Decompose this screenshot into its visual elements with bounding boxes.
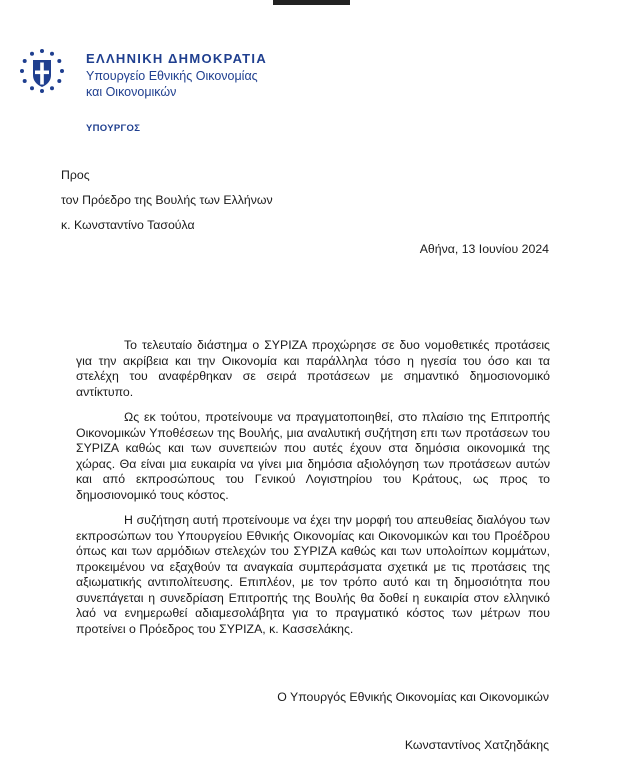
office-role: ΥΠΟΥΡΓΟΣ — [86, 123, 141, 134]
signature-name: Κωνσταντίνος Χατζηδάκης — [404, 738, 549, 752]
greek-coat-of-arms-icon — [18, 47, 66, 95]
country-heading: ΕΛΛΗΝΙΚΗ ΔΗΜΟΚΡΑΤΙΑ — [86, 51, 268, 66]
top-bar — [273, 0, 350, 5]
ministry-name-line2: και Οικονομικών — [86, 85, 177, 99]
ministry-name-line1: Υπουργείο Εθνικής Οικονομίας — [86, 69, 258, 83]
body-paragraph-2: Ως εκ τούτου, προτείνουμε να πραγματοποιηθεί, στο πλαίσιο της Επιτροπής Οικονομικών Υποθέσεων της Βουλής, μια αναλυτική συζήτηση επι των προτάσεων του ΣΥΡΙΖΑ καθώς και των συνεπειών που αυτές έχουν στα δημόσια οικονομικά της χώρας. Θα είναι μια ευκαιρία να γίνει μια δημόσια αξιολόγηση των προτάσεων αυτών και από εκπροσώπους του Γενικού Λογιστηρίου του Κράτους, ως προς το δημοσιονομικό τους κόστος. — [76, 410, 550, 502]
signature-title: Ο Υπουργός Εθνικής Οικονομίας και Οικονομικών — [277, 690, 549, 704]
letter-date: Αθήνα, 13 Ιουνίου 2024 — [419, 242, 549, 256]
body-paragraph-1: Το τελευταίο διάστημα ο ΣΥΡΙΖΑ προχώρησε σε δυο νομοθετικές προτάσεις για την ακρίβεια και την Οικονομία και παράλληλα τόσο η ηγεσία του όσο και τα στελέχη του αναφέρθηκαν σε σειρά προτάσεων με σημαντικό δημοσιονομικό αντίκτυπο. — [76, 338, 550, 399]
addressee-name: κ. Κωνσταντίνο Τασούλα — [61, 218, 195, 232]
letter-body — [76, 338, 550, 647]
body-paragraph-3: Η συζήτηση αυτή προτείνουμε να έχει την μορφή του απευθείας διαλόγου των εκπροσώπων του Υπουργείου Εθνικής Οικονομίας και Οικονομικών και του Προέδρου όπως και των αρμόδιων στελεχών του ΣΥΡΙΖΑ καθώς και των υπολοίπων κομμάτων, προκειμένου να εξαχθούν τα αναγκαία συμπεράσματα σχετικά με τις προτάσεις της αξιωματικής αντιπολίτευσης. Επιπλέον, με τον τρόπο αυτό και τη δημοσιότητα που συνεπάγεται η συνεδρίαση Επιτροπής της Βουλής θα δοθεί η ευκαιρία στον ελληνικό λαό να ενημερωθεί αδιαμεσολάβητα για το πραγματικό κόστος των μέτρων που προτείνει ο Πρόεδρος του ΣΥΡΙΖΑ, κ. Κασσελάκης. — [76, 513, 550, 636]
addressee-title: τον Πρόεδρο της Βουλής των Ελλήνων — [61, 193, 273, 207]
addressee-to: Προς — [61, 168, 90, 182]
